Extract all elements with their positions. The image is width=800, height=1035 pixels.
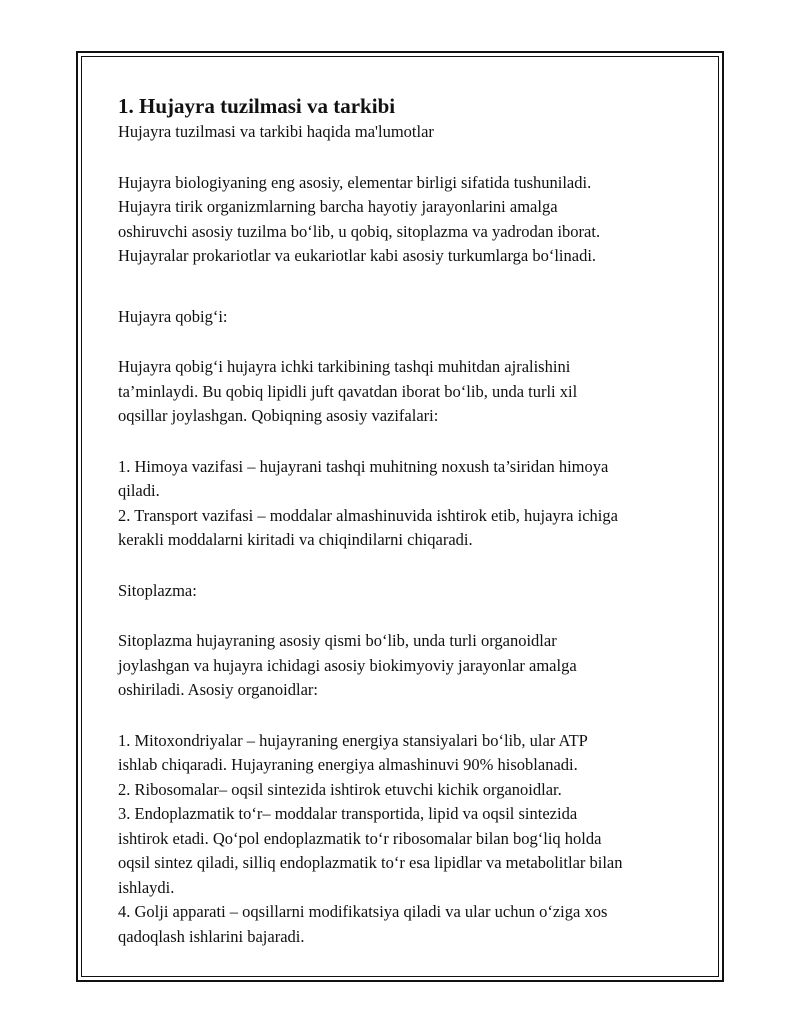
text-line: oshiriladi. Asosiy organoidlar:	[118, 680, 318, 699]
text-line: joylashgan va hujayra ichidagi asosiy biokimyoviy jarayonlar amalga	[118, 655, 577, 675]
list-item: 4. Golji apparati – oqsillarni modifikatsiya qiladi va ular uchun o‘ziga xos	[118, 902, 608, 921]
list-item: oqsil sintez qiladi, silliq endoplazmatik to‘r esa lipidlar va metabolitlar bilan	[118, 853, 623, 872]
text-line: oshiruvchi asosiy tuzilma bo‘lib, u qobiq, sitoplazma va yadrodan iborat.	[118, 221, 601, 241]
text-line: Sitoplazma hujayraning asosiy qismi bo‘lib, unda turli organoidlar	[118, 631, 557, 650]
list-item: 2. Ribosomalar– oqsil sintezida ishtirok etuvchi kichik organoidlar.	[118, 779, 562, 799]
text-line: Hujayra tirik organizmlarning barcha hayotiy jarayonlarini amalga	[118, 197, 558, 216]
list-item: qadoqlash ishlarini bajaradi.	[118, 926, 305, 946]
text-line: Hujayra biologiyaning eng asosiy, elementar birligi sifatida tushuniladi.	[118, 172, 592, 192]
list-item: 1. Himoya vazifasi – hujayrani tashqi muhitning noxush ta’siridan himoya	[118, 456, 609, 476]
list-item: 3. Endoplazmatik to‘r– moddalar transportida, lipid va oqsil sintezida	[118, 804, 578, 823]
list-item: kerakli moddalarni kiritadi va chiqindilarni chiqaradi.	[118, 530, 473, 549]
text-line: Hujayralar prokariotlar va eukariotlar kabi asosiy turkumlarga bo‘linadi.	[118, 246, 597, 265]
list-item: 1. Mitoxondriyalar – hujayraning energiya stansiyalari bo‘lib, ular ATP	[118, 730, 588, 750]
list-item: 2. Transport vazifasi – moddalar almashinuvida ishtirok etib, hujayra ichiga	[118, 505, 618, 525]
section-heading-cytoplasm: Sitoplazma:	[118, 580, 197, 600]
membrane-paragraph	[118, 355, 688, 429]
document-body	[118, 92, 688, 949]
intro-paragraph	[118, 171, 688, 269]
membrane-list	[118, 455, 688, 553]
document-title: 1. Hujayra tuzilmasi va tarkibi	[118, 94, 396, 118]
text-line: ta’minlaydi. Bu qobiq lipidli juft qavatdan iborat bo‘lib, unda turli xil	[118, 381, 578, 401]
cytoplasm-paragraph	[118, 629, 688, 703]
list-item: ishlaydi.	[118, 877, 175, 897]
organelles-list	[118, 729, 688, 950]
document-subtitle: Hujayra tuzilmasi va tarkibi haqida ma'lumotlar	[118, 122, 434, 141]
list-item: ishtirok etadi. Qo‘pol endoplazmatik to‘r ribosomalar bilan bog‘liq holda	[118, 828, 602, 848]
list-item: ishlab chiqaradi. Hujayraning energiya almashinuvi 90% hisoblanadi.	[118, 755, 578, 774]
section-heading-membrane: Hujayra qobig‘i:	[118, 306, 228, 326]
text-line: Hujayra qobig‘i hujayra ichki tarkibining tashqi muhitdan ajralishini	[118, 357, 571, 376]
text-line: oqsillar joylashgan. Qobiqning asosiy vazifalari:	[118, 406, 439, 425]
list-item: qiladi.	[118, 481, 160, 500]
